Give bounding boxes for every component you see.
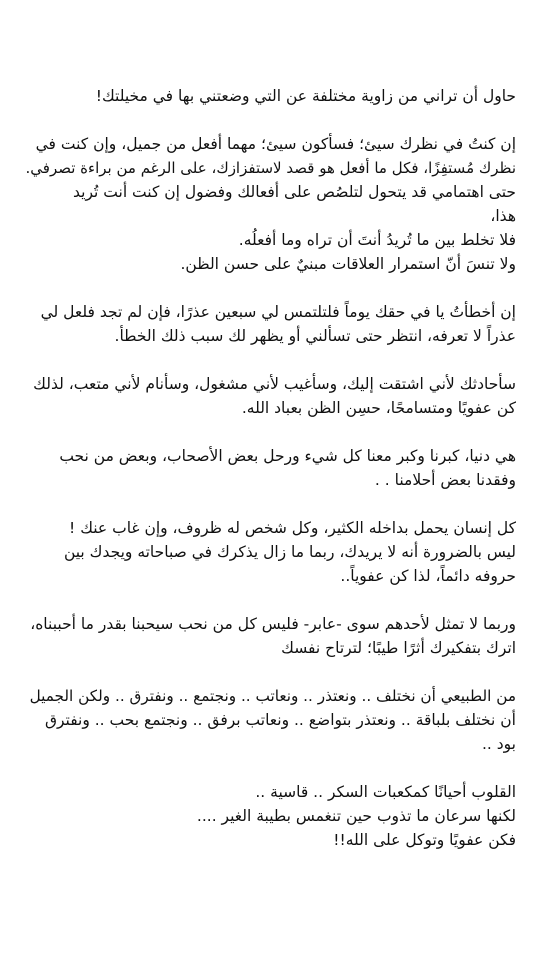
text-line: وربما لا تمثل لأحدهم سوى -عابر- فليس كل من نحب سيحبنا بقدر ما أحببناه،: [30, 615, 516, 633]
text-line: فكن عفويًا وتوكل على الله!!: [333, 831, 516, 849]
text-line: هي دنيا، كبرنا وكبر معنا كل شيء ورحل بعض الأصحاب، وبعض من نحب: [59, 447, 516, 465]
text-line: عذراً لا تعرفه، انتظر حتى تسألني أو يظهر لك سبب ذلك الخطأ.: [114, 327, 516, 345]
document-body: [24, 84, 516, 852]
paragraph-3: [24, 300, 516, 348]
text-line: ولا تنسَ أنّ استمرار العلاقات مبنيٌ على حسن الظن.: [180, 255, 516, 273]
text-line: ليس بالضرورة أنه لا يريدك، ربما ما زال يذكرك في صباحاته ويجدك بين: [63, 543, 516, 561]
text-line: كن عفويًا ومتسامحًا، حسِن الظن بعباد الله.: [241, 399, 516, 417]
paragraph-1: [24, 84, 516, 108]
text-line: إن كنتُ في نظرك سيئ؛ فسأكون سيئ؛ مهما أفعل من جميل، وإن كنت في: [35, 135, 516, 153]
paragraph-2: [24, 132, 516, 276]
paragraph-4: [24, 372, 516, 420]
text-line: وفقدنا بعض أحلامنا . .: [374, 471, 516, 489]
paragraph-8: [24, 684, 516, 756]
text-line: فلا تخلط بين ما تُريدُ أنتَ أن تراه وما أفعلُه.: [238, 231, 516, 249]
text-line: حتى اهتمامي قد يتحول لتلصُص على أفعالك وفضول إن كنت أنت تُريد: [73, 183, 516, 201]
text-line: إن أخطأتُ يا في حقك يوماً فلتلتمس لي سبعين عذرًا، فإن لم تجد فلعل لي: [40, 303, 516, 321]
paragraph-7: [24, 612, 516, 660]
text-line: اترك بتفكيرك أثرًا طيبًا؛ لترتاح نفسك: [281, 639, 516, 657]
text-line: القلوب أحيانًا كمكعبات السكر .. قاسية ..: [255, 783, 516, 801]
text-line: نظرك مُستفِزًا، فكل ما أفعل هو قصد لاستفزازك، على الرغم من براءة تصرفي.: [25, 159, 516, 177]
paragraph-9: [24, 780, 516, 852]
text-line: حاول أن تراني من زاوية مختلفة عن التي وضعتني بها في مخيلتك!: [95, 87, 516, 105]
paragraph-6: [24, 516, 516, 588]
text-line: كل إنسان يحمل بداخله الكثير، وكل شخص له ظروف، وإن غاب عنك !: [69, 519, 516, 537]
text-line: لكنها سرعان ما تذوب حين تنغمس بطيبة الغير ....: [196, 807, 516, 825]
text-line: سأحادثك لأني اشتقت إليك، وسأغيب لأني مشغول، وسأنام لأني متعب، لذلك: [33, 375, 516, 393]
text-line: بود ..: [481, 735, 516, 753]
text-line: حروفه دائماً، لذا كن عفوياً..: [340, 567, 516, 585]
paragraph-5: [24, 444, 516, 492]
text-line: هذا،: [490, 207, 516, 225]
text-line: من الطبيعي أن نختلف .. ونعتذر .. ونعاتب .. ونجتمع .. ونفترق .. ولكن الجميل: [29, 687, 516, 705]
text-line: أن نختلف بلباقة .. ونعتذر بتواضع .. ونعاتب برفق .. ونجتمع بحب .. ونفترق: [44, 711, 516, 729]
